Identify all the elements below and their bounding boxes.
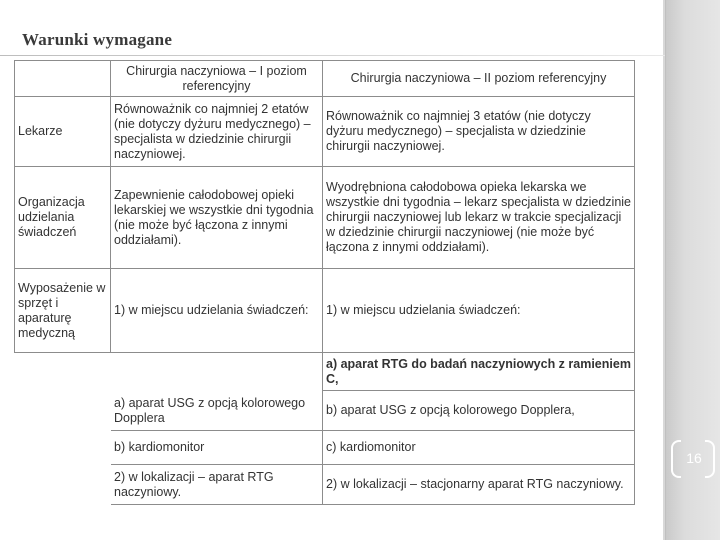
equipment-item-level-1: b) kardiomonitor — [111, 431, 323, 465]
row-label-equipment: Wyposażenie w sprzęt i aparaturę medyczną — [15, 269, 111, 353]
header-level-1: Chirurgia naczyniowa – I poziom referencyjny — [111, 61, 323, 97]
equipment-row — [15, 391, 635, 431]
equipment-row — [15, 431, 635, 465]
equipment-row — [15, 353, 635, 391]
table-row — [15, 167, 635, 269]
equipment-level-1: 1) w miejscu udzielania świadczeń: — [111, 269, 323, 353]
row-label-doctors: Lekarze — [15, 97, 111, 167]
equipment-item-level-2: 2) w lokalizacji – stacjonarny aparat RTG naczyniowy. — [323, 465, 635, 505]
organization-level-2: Wyodrębniona całodobowa opieka lekarska we wszystkie dni tygodnia – lekarz specjalista w dziedzinie chirurgii naczyniowej lub lekarz w trakcie specjalizacji w dziedzinie chirurgii naczyniowej (nie może być łączona z innymi oddziałami). — [323, 167, 635, 269]
right-bracket-icon — [705, 440, 715, 478]
header-cell-empty — [15, 61, 111, 97]
page-number — [669, 440, 719, 476]
doctors-level-1: Równoważnik co najmniej 2 etatów (nie dotyczy dyżuru medycznego) – specjalista w dziedzinie chirurgii naczyniowej. — [111, 97, 323, 167]
table-header-row — [15, 61, 635, 97]
organization-level-1: Zapewnienie całodobowej opieki lekarskiej we wszystkie dni tygodnia (nie może być łączona z innymi oddziałami). — [111, 167, 323, 269]
slide-title: Warunki wymagane — [22, 30, 173, 49]
equipment-item-level-2: a) aparat RTG do badań naczyniowych z ramieniem C, — [323, 353, 635, 391]
equipment-item-level-2: b) aparat USG z opcją kolorowego Dopplera, — [323, 391, 635, 431]
equipment-item-level-1: a) aparat USG z opcją kolorowego Dopplera — [111, 391, 323, 431]
equipment-item-level-1: 2) w lokalizacji – aparat RTG naczyniowy. — [111, 465, 323, 505]
title-divider — [0, 55, 665, 56]
equipment-level-2: 1) w miejscu udzielania świadczeń: — [323, 269, 635, 353]
table-row — [15, 269, 635, 353]
side-band-edge — [663, 0, 666, 540]
table-row — [15, 97, 635, 167]
header-level-2: Chirurgia naczyniowa – II poziom referencyjny — [323, 61, 635, 97]
doctors-level-2: Równoważnik co najmniej 3 etatów (nie dotyczy dyżuru medycznego) – specjalista w dziedzinie chirurgii naczyniowej. — [323, 97, 635, 167]
equipment-item-level-1 — [111, 353, 323, 391]
requirements-table — [14, 60, 635, 505]
page-number-text: 16 — [686, 450, 702, 466]
row-label-organization: Organizacja udzielania świadczeń — [15, 167, 111, 269]
left-bracket-icon — [671, 440, 681, 478]
equipment-row — [15, 465, 635, 505]
equipment-item-level-2: c) kardiomonitor — [323, 431, 635, 465]
